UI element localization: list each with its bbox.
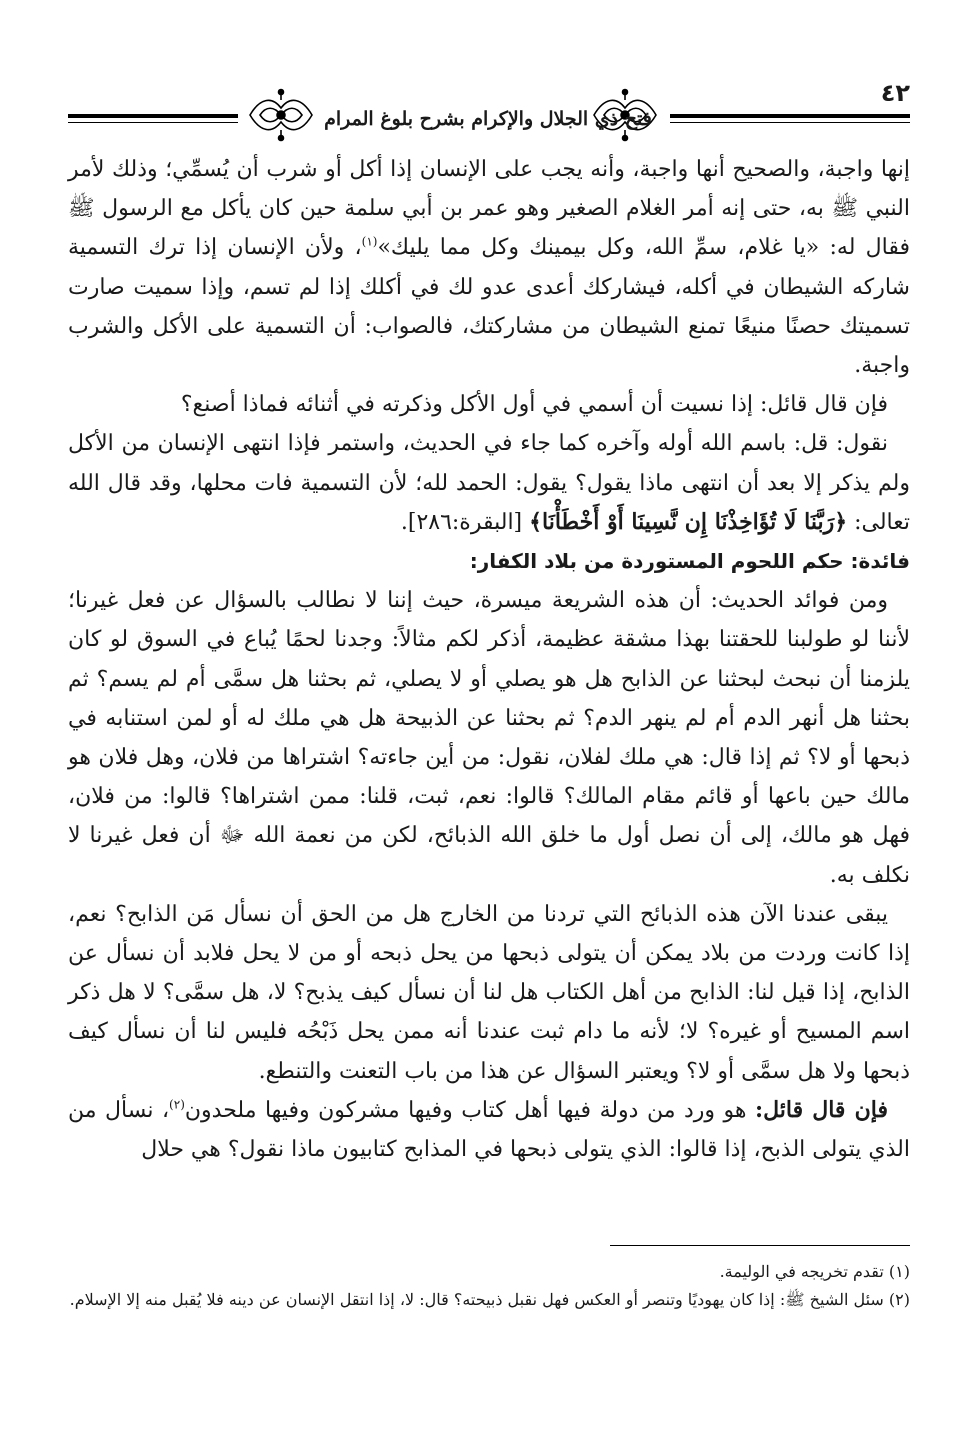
ornament-left-icon xyxy=(246,88,316,142)
question-paragraph xyxy=(68,385,910,424)
paragraph xyxy=(68,1091,910,1169)
text-run: فإن قال قائل: إذا نسيت أن أسمي في أول الأكل وذكرته في أثنائه فماذا أصنع؟ xyxy=(180,392,888,418)
text-run: إنها واجبة، والصحيح أنها واجبة، وأنه يجب على الإنسان إذا أكل أو شرب أن يُسمِّي؛ وذلك لأمر النبي ﷺ به، حتى إنه أمر الغلام الصغير وهو عمر بن أبي سلمة حين كان يأكل مع الرسول ﷺ فقال له: «يا غلام، سمِّ الله، وكل بيمينك وكل مما يليك» xyxy=(68,157,911,261)
header-rule-right xyxy=(670,114,910,118)
paragraph xyxy=(68,581,910,895)
heading-text: فائدة: حكم اللحوم المستوردة من بلاد الكفار: xyxy=(469,549,910,574)
text-run: هو ورد من دولة فيها أهل كتاب وفيها مشركون وفيها ملحدون xyxy=(184,1097,755,1123)
page-number: ٤٢ xyxy=(880,79,910,107)
paragraph xyxy=(68,895,910,1091)
verse-reference: [البقرة:٢٨٦]. xyxy=(400,509,530,535)
text-run: ، نسأل من الذي يتولى الذبح، إذا قالوا: الذي يتولى ذبحها في المذابح كتابيون ماذا نقول؟ هي حلال xyxy=(68,1097,910,1163)
footnotes xyxy=(68,1258,910,1314)
text-run: نقول: قل: باسم الله أوله وآخره كما جاء في الحديث، واستمر فإذا انتهى الإنسان من الأكل ولم يذكر إلا بعد أن انتهى ماذا يقول؟ يقول: الحمد لله؛ لأن التسمية فات محلها، وقد قال الله تعالى: xyxy=(68,431,910,535)
footnote-1: (١) تقدم تخريجه في الوليمة. xyxy=(719,1262,910,1281)
answer-paragraph xyxy=(68,424,910,542)
page-header xyxy=(68,78,910,142)
text-run: ، ولأن الإنسان إذا ترك التسمية شاركه الشيطان في أكله، فيشاركك أعدى عدو لك في أكلك إذا لم تسم، وإذا سميت صارت تسميتك حصنًا منيعًا تمنع الشيطان من مشاركتك، فالصواب: أن التسمية على الأكل والشرب واجبة. xyxy=(68,235,910,379)
footnote-ref-1[interactable]: (١) xyxy=(361,235,378,250)
section-heading xyxy=(68,542,910,581)
text-run: ومن فوائد الحديث: أن هذه الشريعة ميسرة، حيث إننا لا نطالب بالسؤال عن فعل غيرنا؛ لأننا لو طولبنا للحقتنا بهذا مشقة عظيمة، أذكر لكم مثالاً: وجدنا لحمًا يُباع في السوق لو كان يلزمنا أن نبحث لبحثنا عن الذابح هل هو يصلي أو لا يصلي، ثم بحثنا هل سمَّى أم لم يسم؟ ثم بحثنا هل أنهر الدم أم لم ينهر الدم؟ ثم بحثنا عن الذبيحة هل هي ملك له أو لمن استنابه في ذبحها أو لا؟ ثم إذا قال: هي ملك لفلان، نقول: من أين جاءته؟ اشتراها من فلان، وهل فلان هو مالك حين باعها أو قائم مقام المالك؟ قالوا: نعم، ثبت، قلنا: ممن اشتراها؟ قالوا: من فلان، فهل هو مالك، إلى أن نصل أول ما خلق الله الذبائح، لكن من نعمة الله ﷻ أن فعل غيرنا لا نكلف به. xyxy=(68,588,910,888)
footnote-separator xyxy=(610,1245,910,1246)
main-text xyxy=(68,150,910,1169)
paragraph xyxy=(68,150,910,385)
text-run: يبقى عندنا الآن هذه الذبائح التي تردنا من الخارج هل من الحق أن نسأل مَن الذابح؟ نعم، إذا كانت وردت من بلاد يمكن أن يتولى ذبحها من يحل ذبحه أو من لا يحل فلابد أن نسأل عن الذابح، إذا قيل لنا: الذابح من أهل الكتاب هل لنا أن نسأل كيف يذبح؟ لا، هل سمَّى؟ لا هل ذكر اسم المسيح أو غيره؟ لا؛ لأنه ما دام ثبت عندنا أنه ممن يحل ذَبْحُه فليس لنا أن نسأل كيف ذبحها ولا هل سمَّى أو لا؟ ويعتبر السؤال عن هذا من باب التعنت والتنطع. xyxy=(68,901,910,1084)
header-rule-left xyxy=(68,114,238,118)
footnote-ref-2[interactable]: (٢) xyxy=(169,1097,185,1112)
quran-verse: ﴿رَبَّنَا لَا تُؤَاخِذْنَا إِن نَّسِينَا أَوْ أَخْطَأْنَا﴾ xyxy=(529,508,848,535)
running-title: فتح ذي الجلال والإكرام بشرح بلوغ المرام xyxy=(324,108,652,130)
footnote-2: (٢) سئل الشيخ ﷺ: إذا كان يهوديًا وتنصر أو العكس فهل نقبل ذبيحته؟ قال: لا، إذا انتقل الإنسان عن دينه فلا يُقبل منه إلا الإسلام. xyxy=(69,1290,910,1309)
header-rule-left-thin xyxy=(68,122,238,123)
header-rule-right-thin xyxy=(670,122,910,123)
lead-phrase: فإن قال قائل: xyxy=(754,1096,888,1123)
